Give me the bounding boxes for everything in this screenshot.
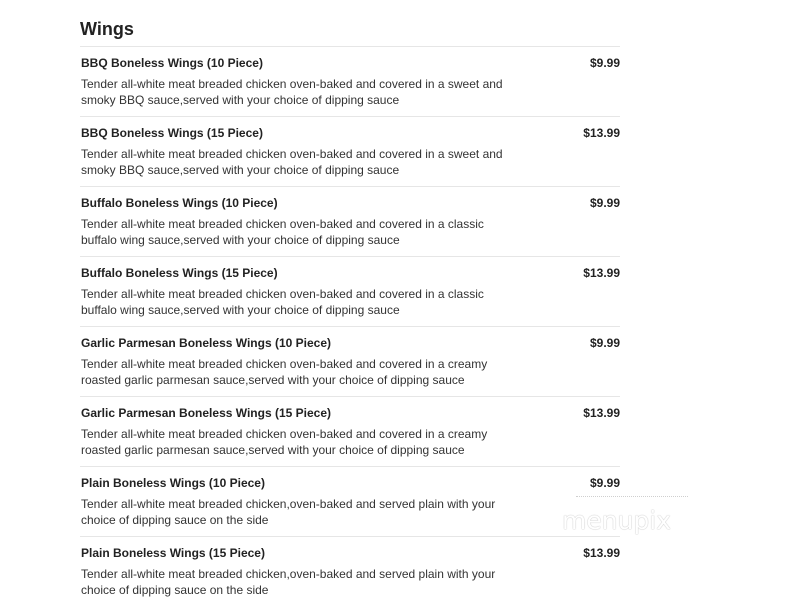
menu-item-header bbox=[80, 545, 620, 561]
menu-item[interactable] bbox=[80, 466, 620, 536]
section-title: Wings bbox=[80, 19, 134, 39]
menu-item-name: Buffalo Boneless Wings (10 Piece) bbox=[81, 196, 278, 210]
menu-item-description: Tender all-white meat breaded chicken,oven-baked and served plain with your choice of dipping sauce on the side bbox=[81, 567, 496, 597]
menu-item-header bbox=[80, 405, 620, 421]
menu-item-name: Garlic Parmesan Boneless Wings (15 Piece) bbox=[81, 406, 332, 420]
menu-item[interactable] bbox=[80, 256, 620, 326]
menu-item[interactable] bbox=[80, 46, 620, 116]
menu-item-header bbox=[80, 475, 620, 491]
menu-item-price: $13.99 bbox=[583, 546, 620, 560]
menu-item-name: Garlic Parmesan Boneless Wings (10 Piece) bbox=[81, 336, 332, 350]
menu-item-description: Tender all-white meat breaded chicken oven-baked and covered in a sweet and smoky BBQ sauce,served with your choice of dipping sauce bbox=[81, 77, 503, 107]
menu-item-name: BBQ Boneless Wings (15 Piece) bbox=[81, 126, 263, 140]
menu-item-description: Tender all-white meat breaded chicken oven-baked and covered in a classic buffalo wing sauce,served with your choice of dipping sauce bbox=[81, 287, 484, 317]
menu-item[interactable] bbox=[80, 396, 620, 466]
menu-item-description: Tender all-white meat breaded chicken oven-baked and covered in a creamy roasted garlic parmesan sauce,served with your choice of dipping sauce bbox=[81, 427, 488, 457]
menu-item-header bbox=[80, 55, 620, 71]
watermark-logo: menupix bbox=[562, 506, 672, 535]
menu-item-description: Tender all-white meat breaded chicken,oven-baked and served plain with your choice of dipping sauce on the side bbox=[81, 497, 496, 527]
menu-item-price: $9.99 bbox=[589, 56, 620, 70]
menu-item-price: $13.99 bbox=[583, 266, 620, 280]
menu-item-price: $9.99 bbox=[589, 476, 620, 490]
menu-item-header bbox=[80, 335, 620, 351]
menu-item-name: BBQ Boneless Wings (10 Piece) bbox=[81, 56, 263, 70]
menu-item-name: Plain Boneless Wings (10 Piece) bbox=[81, 476, 265, 490]
menu-item[interactable] bbox=[80, 536, 620, 606]
menu-item-header bbox=[80, 195, 620, 211]
menu-item[interactable] bbox=[80, 116, 620, 186]
menu-item-header bbox=[80, 125, 620, 141]
menu-item-price: $13.99 bbox=[583, 126, 620, 140]
menu-item-name: Buffalo Boneless Wings (15 Piece) bbox=[81, 266, 278, 280]
menu-item-price: $9.99 bbox=[589, 336, 620, 350]
menu-item-description: Tender all-white meat breaded chicken oven-baked and covered in a creamy roasted garlic parmesan sauce,served with your choice of dipping sauce bbox=[81, 357, 488, 387]
menu-item-price: $9.99 bbox=[589, 196, 620, 210]
menu-item-description: Tender all-white meat breaded chicken oven-baked and covered in a classic buffalo wing sauce,served with your choice of dipping sauce bbox=[81, 217, 484, 247]
menu-item[interactable] bbox=[80, 186, 620, 256]
menu-item-price: $13.99 bbox=[583, 406, 620, 420]
menu-item-name: Plain Boneless Wings (15 Piece) bbox=[81, 546, 265, 560]
menu-section bbox=[80, 0, 620, 606]
watermark-divider bbox=[576, 496, 688, 497]
menu-item[interactable] bbox=[80, 326, 620, 396]
menu-item-description: Tender all-white meat breaded chicken oven-baked and covered in a sweet and smoky BBQ sauce,served with your choice of dipping sauce bbox=[81, 147, 503, 177]
menu-item-header bbox=[80, 265, 620, 281]
